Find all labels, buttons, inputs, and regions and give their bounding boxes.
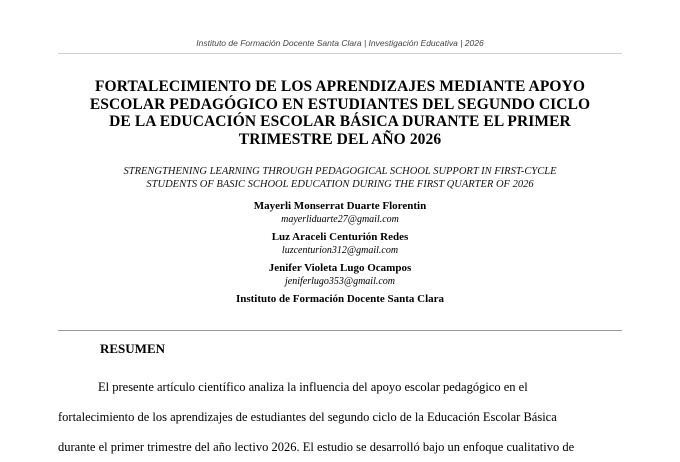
title-line-3: DE LA EDUCACIÓN ESCOLAR BÁSICA DURANTE EL PRIMER [109, 113, 571, 130]
abstract-line: durante el primer trimestre del año lectivo 2026. El estudio se desarrolló bajo un enfoque cualitativo de [58, 440, 575, 454]
abstract-line: fortalecimiento de los aprendizajes de estudiantes del segundo ciclo de la Educación Escolar Básica [58, 410, 557, 424]
subtitle-line-2: STUDENTS OF BASIC SCHOOL EDUCATION DURING THE FIRST QUARTER OF 2026 [146, 179, 534, 190]
author-name: Luz Araceli Centurión Redes [271, 231, 409, 243]
section-divider [58, 330, 622, 331]
title-line-4: TRIMESTRE DEL AÑO 2026 [238, 130, 442, 148]
running-header: Instituto de Formación Docente Santa Clara | Investigación Educativa | 2026 [196, 38, 484, 48]
author-name: Jenifer Violeta Lugo Ocampos [268, 262, 412, 274]
institution-name: Instituto de Formación Docente Santa Clara [235, 293, 445, 305]
title-line-1: FORTALECIMIENTO DE LOS APRENDIZAJES MEDIANTE APOYO [94, 78, 586, 95]
subtitle-line-1: STRENGTHENING LEARNING THROUGH PEDAGOGICAL SCHOOL SUPPORT IN FIRST-CYCLE [123, 166, 557, 177]
header-divider [58, 53, 622, 54]
abstract-body [58, 372, 622, 462]
author-email: luzcenturion312@gmail.com [281, 245, 399, 256]
paper-subtitle-english [40, 165, 640, 191]
author-email: jeniferlugo353@gmail.com [284, 276, 396, 287]
title-line-2: ESCOLAR PEDAGÓGICO EN ESTUDIANTES DEL SEGUNDO CICLO [89, 95, 591, 113]
author-name: Mayerli Monserrat Duarte Florentin [253, 200, 427, 212]
author-email: mayerliduarte27@gmail.com [281, 214, 399, 225]
abstract-heading: RESUMEN [100, 341, 166, 356]
author-block [40, 199, 640, 306]
abstract-line: El presente artículo científico analiza la influencia del apoyo escolar pedagógico en el [98, 380, 528, 394]
paper-title [40, 78, 640, 148]
